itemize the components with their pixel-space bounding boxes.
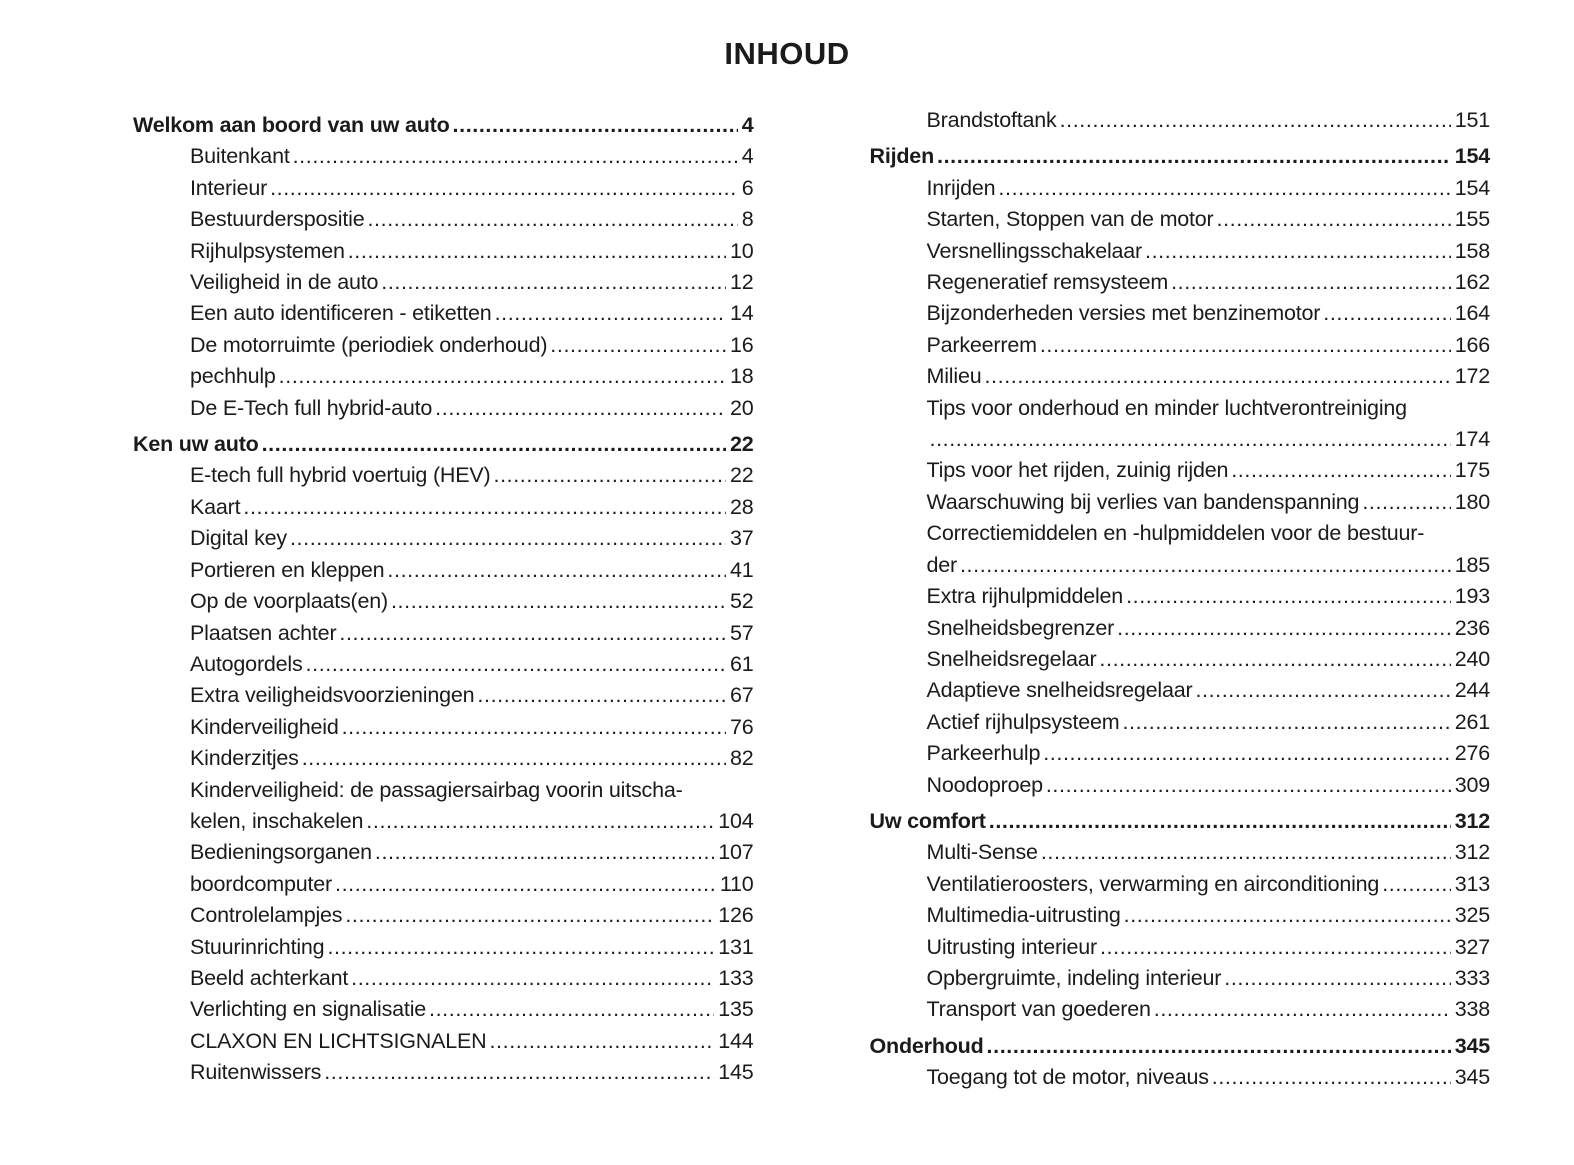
toc-entry-page: 22: [729, 432, 754, 457]
toc-entry-page: 61: [729, 651, 754, 676]
dot-leader: [1124, 900, 1451, 931]
toc-entry[interactable]: [133, 460, 754, 491]
toc-entry-label: E-tech full hybrid voertuig (HEV): [190, 463, 491, 488]
dot-leader: [302, 743, 726, 774]
dot-leader: [1212, 1062, 1451, 1093]
toc-entry[interactable]: [870, 455, 1491, 486]
toc-entry-label: pechhulp: [190, 364, 276, 389]
toc-entry[interactable]: [133, 712, 754, 743]
toc-entry[interactable]: [870, 675, 1491, 706]
dot-leader: [1195, 675, 1450, 706]
toc-entry[interactable]: [870, 837, 1491, 868]
dot-leader: [348, 236, 726, 267]
toc-entry-page: 193: [1454, 584, 1490, 609]
dot-leader: [550, 330, 726, 361]
dot-leader: [1224, 963, 1450, 994]
dot-leader: [1145, 236, 1451, 267]
toc-entry[interactable]: [133, 492, 754, 523]
dot-leader: [930, 424, 1451, 455]
toc-entry-label: Opbergruimte, indeling interieur: [926, 965, 1222, 990]
dot-leader: [381, 267, 726, 298]
dot-leader: [327, 932, 714, 963]
dot-leader: [1382, 869, 1451, 900]
toc-entry[interactable]: [133, 837, 754, 868]
toc-entry-page: 41: [729, 557, 754, 582]
toc-entry-label: Kinderveiligheid: de passagiersairbag voorin uitscha-: [190, 777, 683, 802]
toc-entry-label: Milieu: [926, 364, 982, 389]
toc-entry-label: Rijden: [869, 144, 934, 169]
toc-entry-label: Verlichting en signalisatie: [190, 997, 427, 1022]
dot-leader: [339, 618, 726, 649]
dot-leader: [960, 550, 1451, 581]
toc-section-entry[interactable]: [133, 429, 754, 460]
dot-leader: [453, 110, 738, 141]
toc-section-entry[interactable]: [133, 110, 754, 141]
dot-leader: [1060, 105, 1451, 136]
toc-entry[interactable]: [133, 775, 754, 806]
toc-entry[interactable]: [133, 523, 754, 554]
toc-entry-label: Beeld achterkant: [190, 965, 349, 990]
toc-entry[interactable]: [870, 994, 1491, 1025]
toc-entry-page: 180: [1454, 489, 1490, 514]
toc-entry[interactable]: [133, 1057, 754, 1088]
toc-entry-page: 76: [729, 714, 754, 739]
dot-leader: [987, 1031, 1451, 1062]
toc-entry-page: 12: [729, 270, 754, 295]
toc-entry-label: Multimedia-uitrusting: [926, 903, 1121, 928]
toc-columns: [0, 105, 1574, 1094]
dot-leader: [243, 492, 726, 523]
toc-entry-label: Uw comfort: [869, 808, 986, 833]
toc-entry-label: Brandstoftank: [926, 108, 1057, 132]
toc-entry-label: Parkeerhulp: [926, 741, 1041, 766]
toc-entry[interactable]: [133, 806, 754, 837]
dot-leader: [270, 173, 738, 204]
toc-entry-page: 174: [1454, 427, 1490, 452]
dot-leader: [1043, 738, 1450, 769]
toc-entry-page: 155: [1454, 207, 1490, 232]
toc-entry-label: Ventilatieroosters, verwarming en airconditioning: [926, 871, 1380, 896]
dot-leader: [477, 680, 726, 711]
toc-entry-label: Bestuurderspositie: [190, 207, 365, 232]
dot-leader: [1323, 298, 1450, 329]
toc-entry-label: CLAXON EN LICHTSIGNALEN: [190, 1028, 487, 1053]
toc-entry-label: Rijhulpsystemen: [190, 238, 345, 263]
toc-entry-label: Tips voor onderhoud en minder luchtverontreiniging: [926, 395, 1407, 420]
toc-entry-label: Portieren en kleppen: [190, 557, 385, 582]
toc-entry[interactable]: [870, 173, 1491, 204]
dot-leader: [345, 900, 714, 931]
dot-leader: [1231, 455, 1451, 486]
toc-entry-page: 162: [1454, 270, 1490, 295]
toc-entry-label-continued: der: [926, 552, 957, 577]
toc-entry-label: Transport van goederen: [926, 997, 1151, 1022]
toc-entry-page: 4: [741, 144, 754, 169]
toc-entry-page: 144: [718, 1028, 754, 1053]
toc-entry-label: Buitenkant: [190, 144, 290, 169]
toc-entry-label: Ken uw auto: [133, 432, 259, 457]
toc-entry-page: 82: [729, 746, 754, 771]
toc-entry-page: 172: [1454, 364, 1490, 389]
toc-entry-page: 345: [1454, 1033, 1490, 1058]
toc-entry[interactable]: [133, 900, 754, 931]
toc-entry[interactable]: [133, 743, 754, 774]
toc-entry-label: Kinderveiligheid: [190, 714, 339, 739]
toc-entry[interactable]: [133, 361, 754, 392]
toc-entry[interactable]: [133, 1026, 754, 1057]
toc-entry[interactable]: [870, 487, 1491, 518]
dot-leader: [489, 1026, 714, 1057]
toc-entry-label: Welkom aan boord van uw auto: [133, 113, 450, 137]
toc-entry[interactable]: [870, 900, 1491, 931]
toc-entry-label: Interieur: [190, 175, 268, 200]
toc-entry-page: 107: [718, 840, 754, 865]
toc-entry-label: De motorruimte (periodiek onderhoud): [190, 332, 548, 357]
dot-leader: [495, 298, 726, 329]
toc-entry-page: 166: [1454, 332, 1490, 357]
dot-leader: [429, 994, 714, 1025]
toc-entry[interactable]: [133, 330, 754, 361]
page-title: INHOUD: [724, 36, 850, 71]
dot-leader: [342, 712, 726, 743]
dot-leader: [1122, 707, 1450, 738]
dot-leader: [435, 393, 726, 424]
toc-entry-label: Snelheidsbegrenzer: [926, 615, 1115, 640]
dot-leader: [306, 649, 726, 680]
toc-entry-label: Controlelampjes: [190, 903, 343, 928]
toc-entry[interactable]: [870, 644, 1491, 675]
toc-entry[interactable]: [133, 555, 754, 586]
toc-entry-page: 312: [1454, 808, 1490, 833]
toc-entry-label: boordcomputer: [190, 871, 333, 896]
toc-entry-page: 185: [1454, 552, 1490, 577]
toc-entry-label: Autogordels: [190, 651, 303, 676]
toc-entry-page: 16: [729, 332, 754, 357]
dot-leader: [984, 361, 1450, 392]
toc-entry-label: Uitrusting interieur: [926, 934, 1097, 959]
dot-leader: [262, 429, 726, 460]
toc-entry-label: Digital key: [190, 526, 287, 551]
toc-entry[interactable]: [133, 649, 754, 680]
toc-entry[interactable]: [133, 173, 754, 204]
toc-entry-page: 67: [729, 683, 754, 708]
toc-entry-page: 240: [1454, 646, 1490, 671]
toc-entry-label: Kinderzitjes: [190, 746, 299, 771]
dot-leader: [937, 141, 1451, 172]
toc-entry-page: 236: [1454, 615, 1490, 640]
toc-entry[interactable]: [870, 613, 1491, 644]
dot-leader: [1040, 330, 1451, 361]
toc-section-entry[interactable]: [870, 1031, 1491, 1062]
toc-entry-label: Tips voor het rijden, zuinig rijden: [926, 458, 1229, 483]
toc-entry-page: 110: [719, 871, 754, 896]
dot-leader: [1099, 644, 1450, 675]
toc-entry-page: 312: [1454, 840, 1490, 865]
toc-entry-page: 244: [1454, 678, 1490, 703]
toc-entry-page: 154: [1454, 175, 1490, 200]
toc-entry-label: Bedieningsorganen: [190, 840, 372, 865]
toc-entry-page: 10: [729, 238, 754, 263]
toc-entry-label: Extra rijhulpmiddelen: [926, 584, 1124, 609]
toc-entry[interactable]: [870, 105, 1491, 136]
toc-entry-page: 327: [1454, 934, 1490, 959]
toc-entry[interactable]: [870, 738, 1491, 769]
toc-entry[interactable]: [870, 393, 1491, 424]
toc-entry-label: Toegang tot de motor, niveaus: [926, 1065, 1209, 1090]
toc-entry-label: Kaart: [190, 494, 241, 519]
dot-leader: [351, 963, 714, 994]
toc-entry[interactable]: [133, 869, 754, 900]
toc-entry[interactable]: [870, 550, 1491, 581]
dot-leader: [335, 869, 716, 900]
toc-entry[interactable]: [870, 204, 1491, 235]
toc-entry[interactable]: [870, 869, 1491, 900]
toc-entry-page: 164: [1454, 301, 1490, 326]
toc-entry-label-continued: kelen, inschakelen: [190, 808, 364, 833]
dot-leader: [1041, 837, 1451, 868]
toc-entry[interactable]: [133, 586, 754, 617]
toc-entry-page: 158: [1454, 238, 1490, 263]
toc-entry-label: Bijzonderheden versies met benzinemotor: [926, 301, 1321, 326]
toc-entry-page: 126: [718, 903, 754, 928]
toc-column: [133, 105, 754, 1094]
toc-entry[interactable]: [870, 581, 1491, 612]
dot-leader: [1154, 994, 1451, 1025]
toc-entry[interactable]: [870, 518, 1491, 549]
toc-entry-label: Op de voorplaats(en): [190, 589, 388, 614]
dot-leader: [1046, 770, 1451, 801]
toc-entry-label: Versnellingsschakelaar: [926, 238, 1143, 263]
toc-entry-page: 18: [729, 364, 754, 389]
toc-entry-page: 133: [718, 965, 754, 990]
toc-entry[interactable]: [870, 330, 1491, 361]
toc-entry-page: 313: [1454, 871, 1490, 896]
toc-entry-label: Stuurinrichting: [190, 934, 325, 959]
toc-entry-page: 28: [729, 494, 754, 519]
dot-leader: [494, 460, 726, 491]
dot-leader: [1171, 267, 1451, 298]
toc-entry-page: 175: [1454, 458, 1490, 483]
toc-entry-page: 131: [718, 934, 754, 959]
dot-leader: [293, 141, 738, 172]
toc-section-entry[interactable]: [870, 141, 1491, 172]
toc-entry-page: 37: [729, 526, 754, 551]
toc-entry-label: Waarschuwing bij verlies van bandenspanning: [926, 489, 1360, 514]
toc-entry-page: 22: [729, 463, 754, 488]
toc-entry[interactable]: [133, 393, 754, 424]
dot-leader: [1217, 204, 1451, 235]
toc-entry-label: Regeneratief remsysteem: [926, 270, 1169, 295]
toc-entry[interactable]: [870, 236, 1491, 267]
toc-entry-label: De E-Tech full hybrid-auto: [190, 395, 433, 420]
toc-entry-label: Actief rijhulpsysteem: [926, 709, 1120, 734]
toc-entry[interactable]: [870, 267, 1491, 298]
toc-entry[interactable]: [870, 932, 1491, 963]
toc-entry-page: 14: [729, 301, 754, 326]
toc-entry[interactable]: [133, 932, 754, 963]
dot-leader: [989, 806, 1451, 837]
toc-entry[interactable]: [133, 236, 754, 267]
dot-leader: [375, 837, 714, 868]
toc-entry-page: 6: [741, 175, 754, 200]
dot-leader: [290, 523, 726, 554]
toc-entry-page: 135: [718, 997, 754, 1022]
dot-leader: [367, 204, 737, 235]
toc-entry-page: 52: [729, 589, 754, 614]
toc-entry[interactable]: [133, 994, 754, 1025]
toc-entry-label: Inrijden: [926, 175, 996, 200]
toc-entry[interactable]: [870, 361, 1491, 392]
toc-entry-page: 57: [729, 620, 754, 645]
toc-entry[interactable]: [133, 298, 754, 329]
dot-leader: [366, 806, 714, 837]
toc-entry-page: 325: [1454, 903, 1490, 928]
toc-entry-page: 151: [1454, 108, 1490, 132]
toc-entry-page: 8: [741, 207, 754, 232]
toc-entry-label: Plaatsen achter: [190, 620, 337, 645]
toc-entry-page: 154: [1454, 144, 1490, 169]
toc-entry[interactable]: [133, 680, 754, 711]
toc-entry-page: 145: [718, 1060, 754, 1085]
dot-leader: [1117, 613, 1451, 644]
toc-entry[interactable]: [133, 618, 754, 649]
toc-entry[interactable]: [870, 963, 1491, 994]
toc-entry-label: Starten, Stoppen van de motor: [926, 207, 1214, 232]
toc-entry-label: Ruitenwissers: [190, 1060, 322, 1085]
toc-entry-page: 276: [1454, 741, 1490, 766]
dot-leader: [1362, 487, 1450, 518]
toc-entry-label: Correctiemiddelen en -hulpmiddelen voor de bestuur-: [926, 521, 1425, 546]
toc-entry[interactable]: [870, 424, 1491, 455]
toc-entry-label: Noodoproep: [926, 772, 1043, 797]
toc-entry[interactable]: [870, 1062, 1491, 1093]
toc-entry-page: 4: [741, 113, 754, 137]
dot-leader: [391, 586, 726, 617]
toc-entry-label: Onderhoud: [869, 1033, 984, 1058]
toc-entry-label: Adaptieve snelheidsregelaar: [926, 678, 1193, 703]
toc-entry-label: Een auto identificeren - etiketten: [190, 301, 492, 326]
toc-entry[interactable]: [133, 267, 754, 298]
toc-entry-page: 338: [1454, 997, 1490, 1022]
toc-entry-label: Parkeerrem: [926, 332, 1037, 357]
toc-entry-label: Extra veiligheidsvoorzieningen: [190, 683, 475, 708]
toc-entry-label: Veiligheid in de auto: [190, 270, 379, 295]
toc-entry-page: 309: [1454, 772, 1490, 797]
toc-entry-page: 261: [1454, 709, 1490, 734]
toc-entry[interactable]: [870, 770, 1491, 801]
toc-entry-page: 345: [1454, 1065, 1490, 1090]
toc-entry[interactable]: [133, 141, 754, 172]
dot-leader: [387, 555, 726, 586]
dot-leader: [1126, 581, 1451, 612]
toc-entry-page: 20: [729, 395, 754, 420]
dot-leader: [1100, 932, 1451, 963]
toc-entry[interactable]: [133, 963, 754, 994]
toc-entry-page: 104: [718, 808, 754, 833]
toc-section-entry[interactable]: [870, 806, 1491, 837]
toc-entry-label: Multi-Sense: [926, 840, 1038, 865]
toc-entry-page: 333: [1454, 965, 1490, 990]
toc-entry[interactable]: [133, 204, 754, 235]
dot-leader: [998, 173, 1450, 204]
dot-leader: [324, 1057, 714, 1088]
toc-entry[interactable]: [870, 298, 1491, 329]
toc-entry-label: Snelheidsregelaar: [926, 646, 1097, 671]
toc-entry[interactable]: [870, 707, 1491, 738]
dot-leader: [279, 361, 726, 392]
toc-column: [870, 105, 1491, 1094]
